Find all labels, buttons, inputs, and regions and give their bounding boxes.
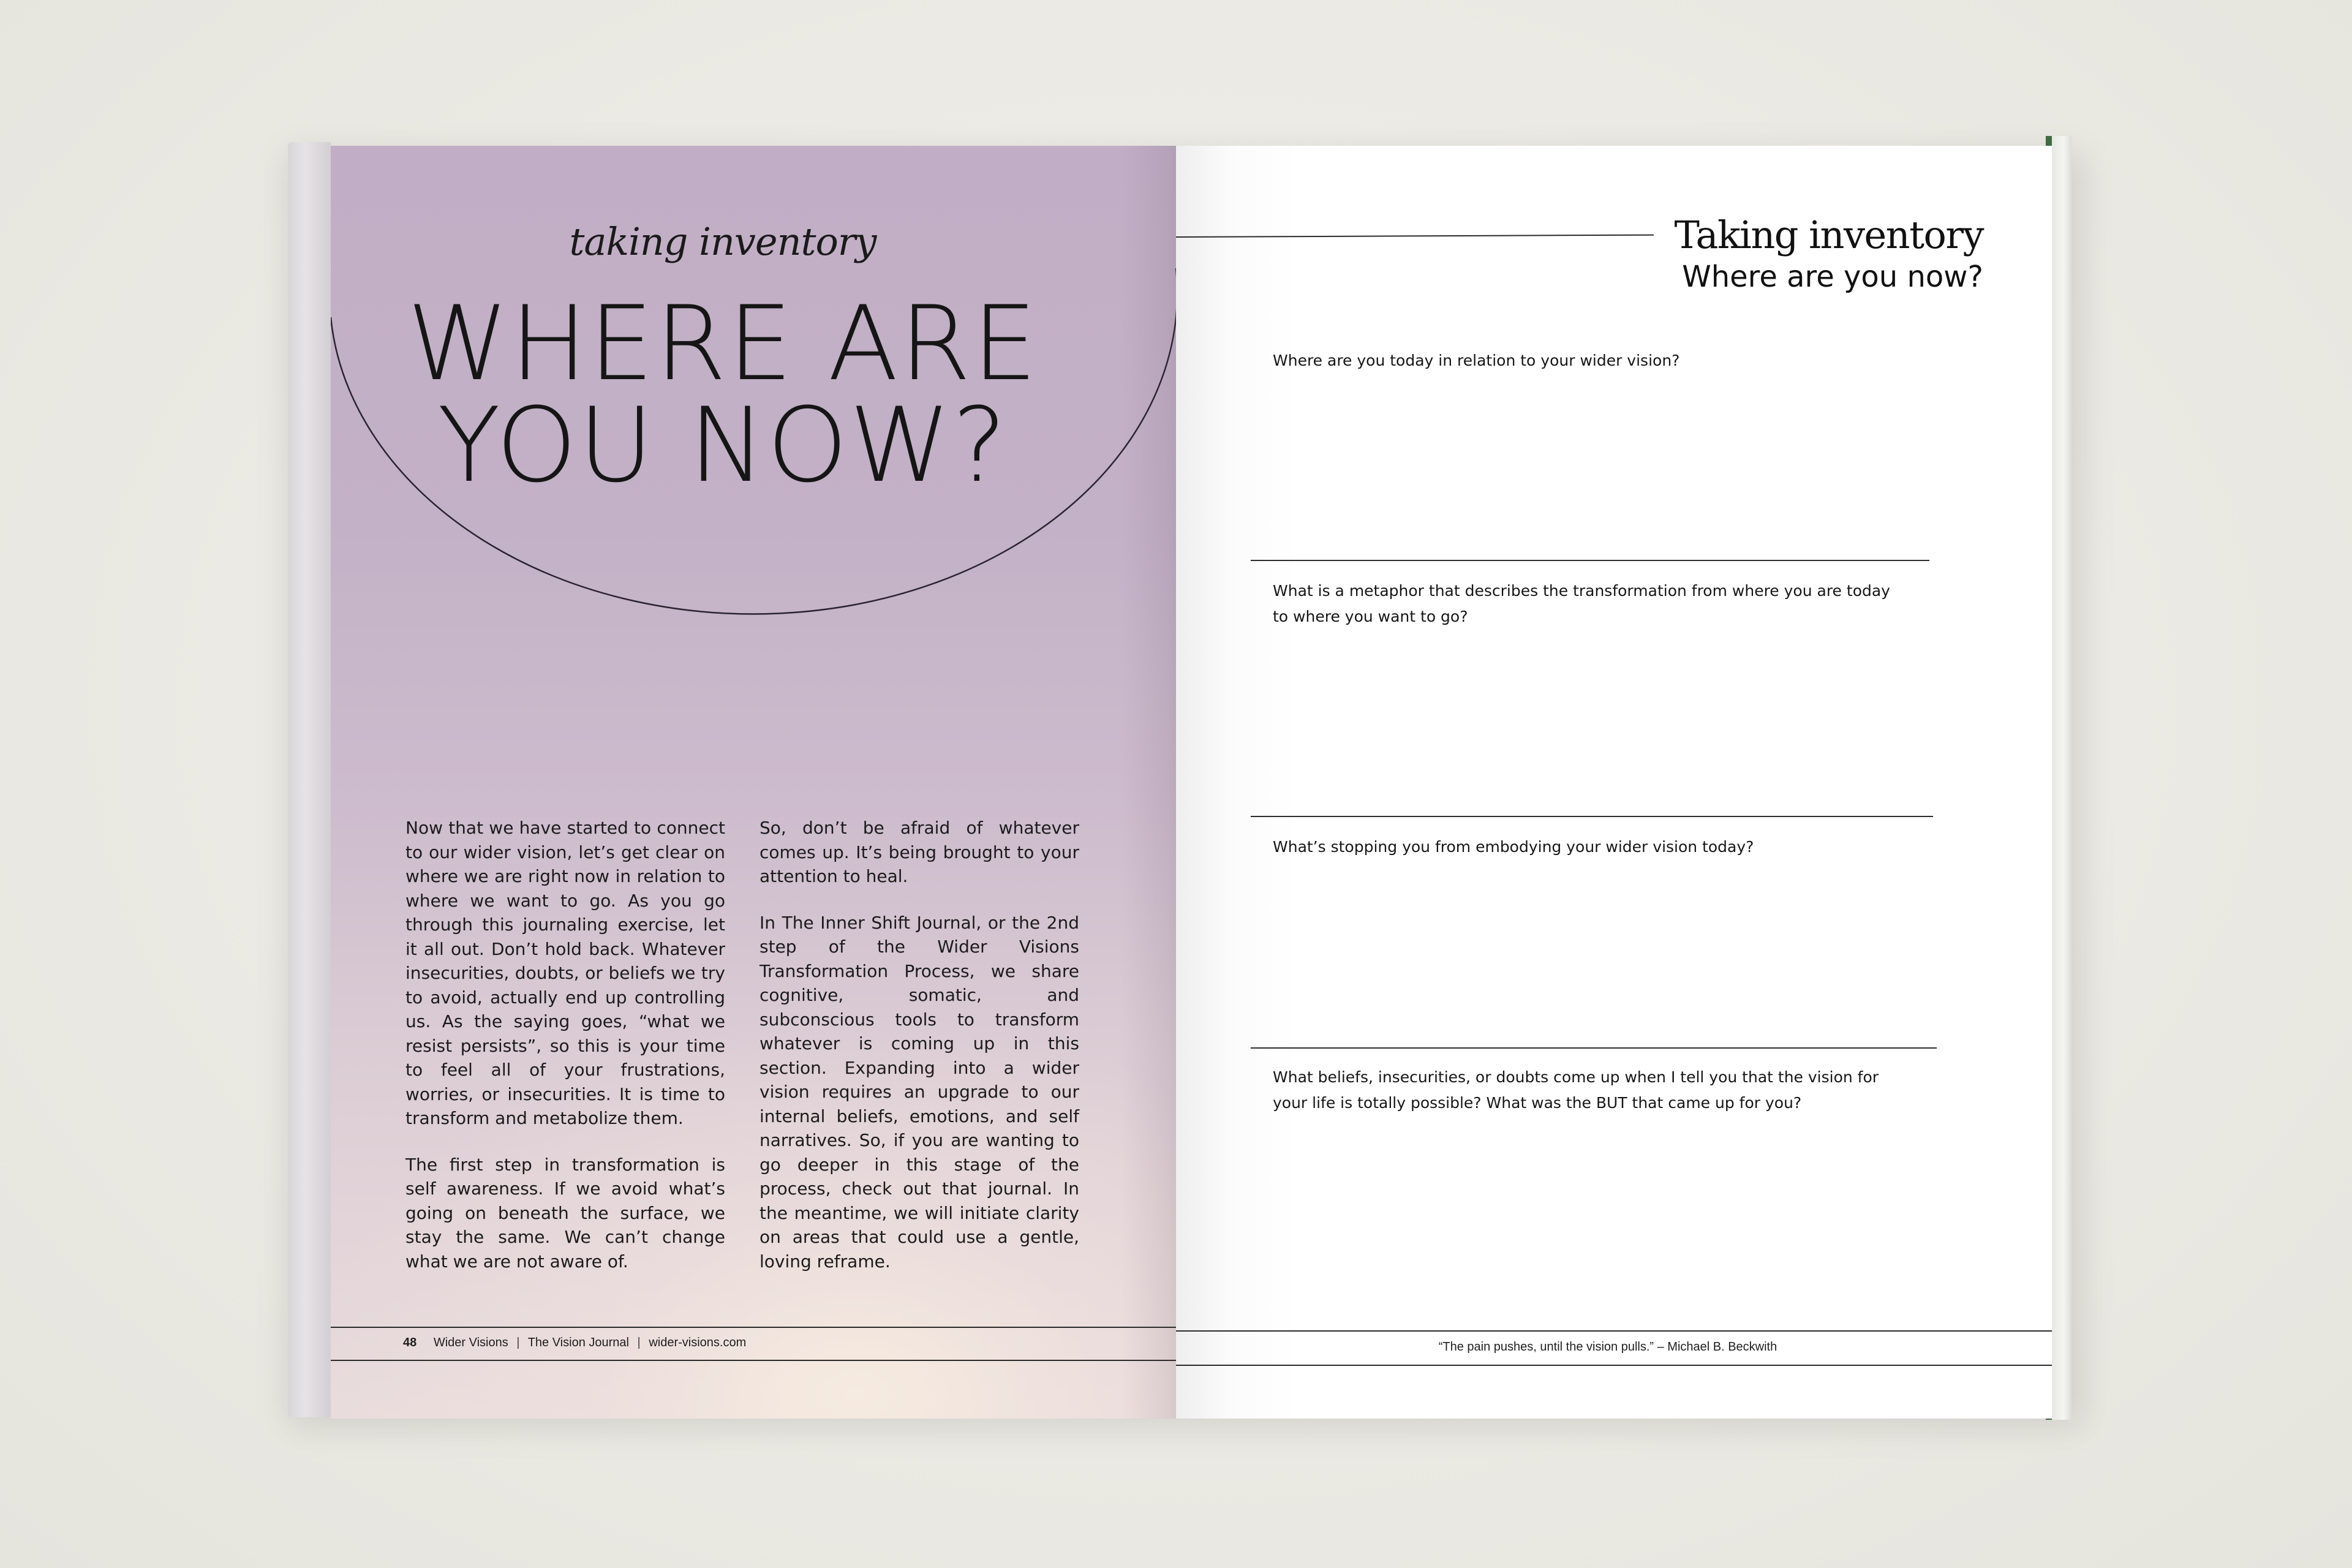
answer-rule	[1251, 560, 1929, 561]
header-rule	[1176, 235, 1654, 238]
paragraph: Now that we have started to connect to our wider vision, let’s get clear on where we are right now in relation to where we want to go. As you go through this journaling exercise, let it all out. Don’t hold back. Whatever insecurities, doubts, or beliefs we try to avoid, actually end up controlling us. As the saying goes, “what we resist persists”, so this is your time to feel all of your frustrations, worries, or insecurities. It is time to transform and metabolize them.	[405, 818, 725, 1128]
page-heading	[1674, 213, 1983, 296]
heading-sans: Where are you now?	[1682, 260, 1983, 294]
title-line-2: YOU NOW?	[437, 385, 1008, 505]
footer-rule-top	[331, 1327, 1176, 1328]
journal-question-1: Where are you today in relation to your wider vision?	[1273, 352, 1680, 369]
body-column-left	[405, 816, 725, 1295]
page-number: 48	[403, 1336, 417, 1349]
footer-rule-bottom	[1176, 1365, 2052, 1366]
right-page	[1176, 146, 2052, 1419]
left-page	[331, 146, 1176, 1419]
journal-question-2: What is a metaphor that describes the transformation from where you are today to where you want to go?	[1273, 582, 1890, 625]
left-page-stack-edges	[288, 142, 331, 1417]
paragraph: So, don’t be afraid of whatever comes up. It’s being brought to your attention to heal.	[760, 818, 1079, 886]
footer-journal: The Vision Journal	[527, 1336, 629, 1349]
left-footer	[403, 1336, 751, 1350]
paragraph: In The Inner Shift Journal, or the 2nd step of the Wider Visions Transformation Process, we share cognitive, somatic, and subconscious tools to transform whatever is coming up in this section. Expanding into a wider vision requires an upgrade to our internal beliefs, emotions, and self narratives. So, if you are wanting to go deeper in this stage of the process, check out that journal. In the meantime, we will initiate clarity on areas that could use a gentle, loving reframe.	[760, 912, 1079, 1272]
footer-separator: |	[637, 1336, 641, 1349]
journal-question-3: What’s stopping you from embodying your wider vision today?	[1273, 838, 1754, 856]
answer-rule	[1251, 816, 1933, 817]
paragraph: The first step in transformation is self awareness. If we avoid what’s going on beneath the surface, we stay the same. We can’t change what we are not aware of.	[405, 1154, 725, 1272]
footer-rule-bottom	[331, 1360, 1176, 1361]
body-column-right	[760, 816, 1079, 1295]
answer-rule	[1251, 1047, 1937, 1049]
title-line-1: WHERE ARE	[407, 284, 1039, 404]
footer-brand: Wider Visions	[433, 1336, 508, 1349]
footer-separator: |	[516, 1336, 520, 1349]
heading-serif: Taking inventory	[1674, 213, 1983, 257]
footer-rule-top	[1176, 1330, 2052, 1332]
right-page-stack-edges	[2052, 136, 2071, 1420]
footer-website: wider-visions.com	[649, 1336, 747, 1349]
section-subtitle: taking inventory	[569, 219, 876, 264]
page-title	[331, 284, 1145, 505]
journal-question-4: What beliefs, insecurities, or doubts come up when I tell you that the vision for your life is totally possible? What was the BUT that came up for you?	[1273, 1068, 1879, 1112]
footer-quote: “The pain pushes, until the vision pulls.” – Michael B. Beckwith	[1438, 1340, 1777, 1354]
